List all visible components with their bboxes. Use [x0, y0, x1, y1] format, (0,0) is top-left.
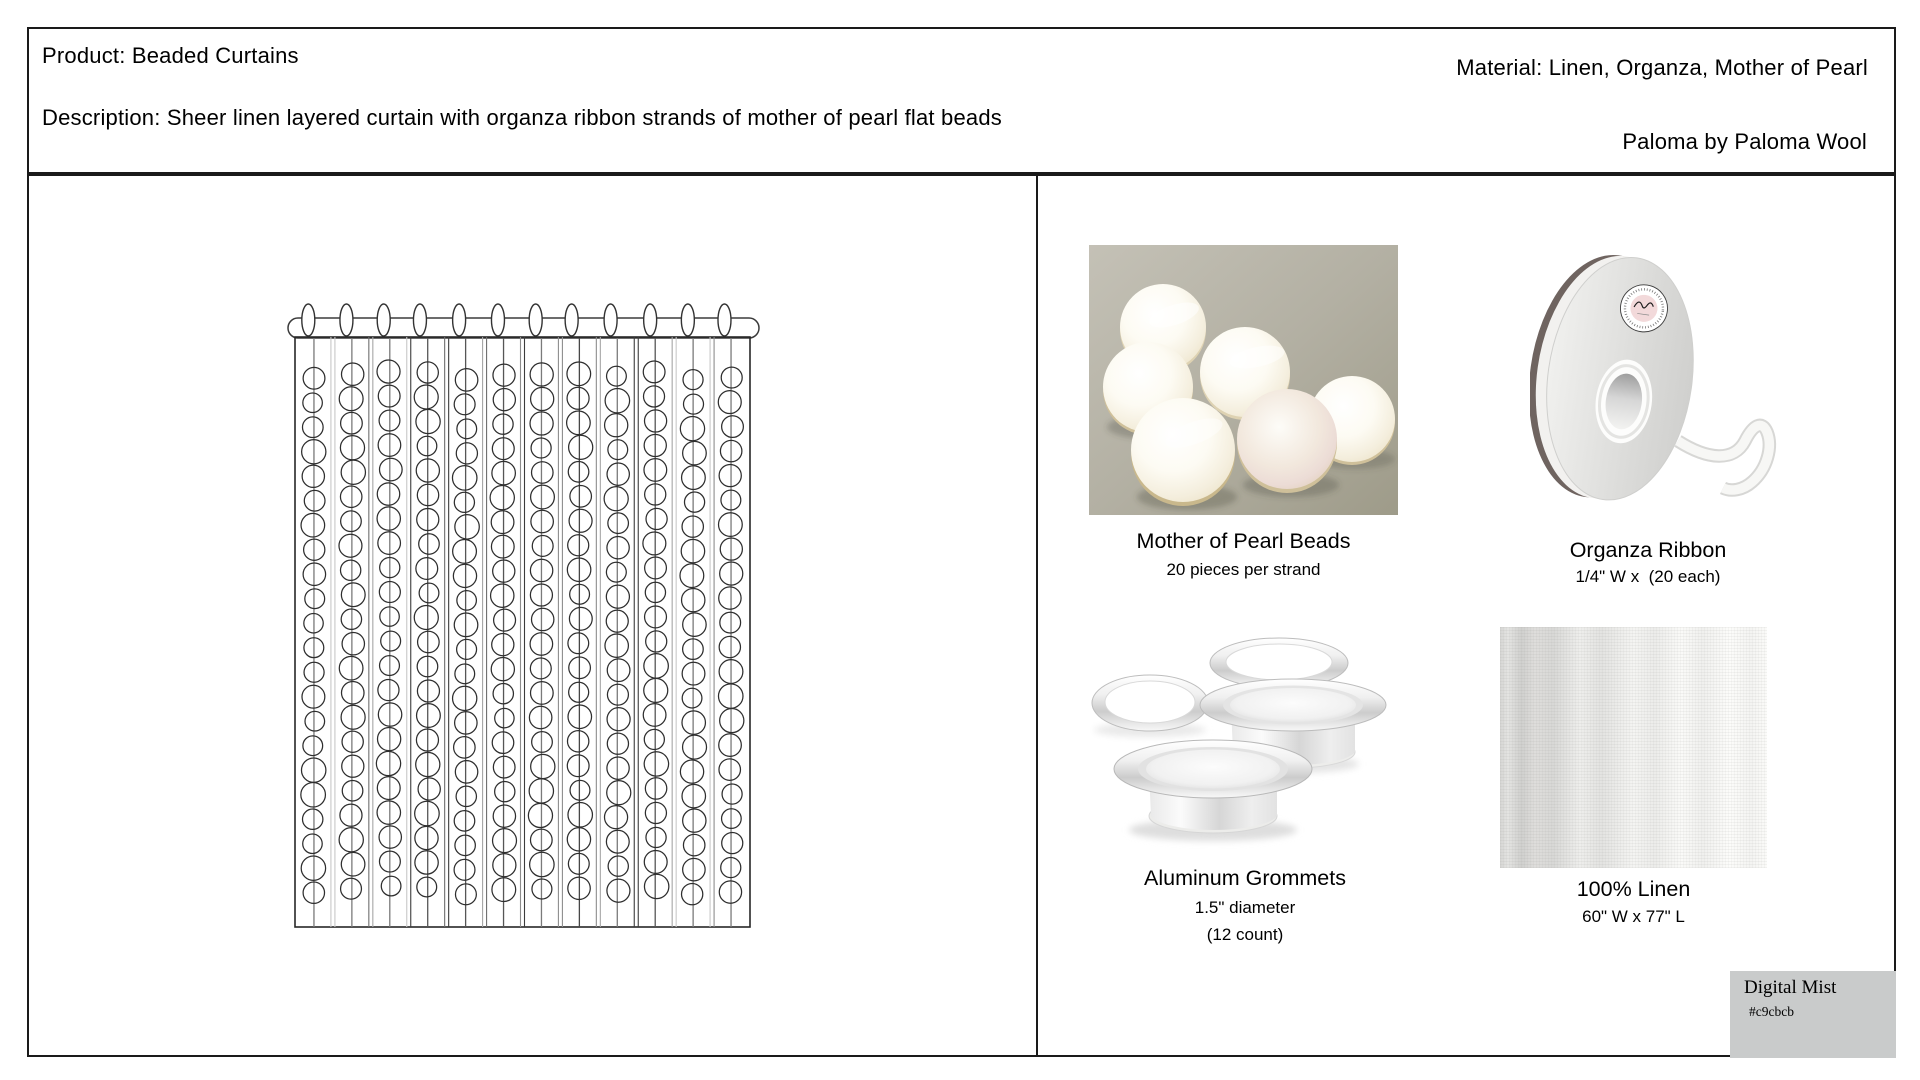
grommets-spec-diameter: 1.5" diameter: [1194, 898, 1296, 917]
spec-body: [29, 176, 1894, 1055]
organza-ribbon-photo: [1530, 248, 1790, 508]
spec-sheet-frame: [27, 27, 1896, 1057]
brand-name: Paloma by Paloma Wool: [1622, 129, 1867, 154]
linen-caption: 100% Linen: [1576, 877, 1691, 901]
product-description: Description: Sheer linen layered curtain with organza ribbon strands of mother of pearl flat beads: [42, 105, 1003, 130]
swatch-hex-code: #c9cbcb: [1749, 1004, 1794, 1019]
product-title: Product: Beaded Curtains: [42, 43, 299, 68]
ribbon-spec: 1/4" W x (20 each): [1575, 567, 1721, 586]
spec-header: [29, 29, 1894, 176]
linen-fabric-photo: [1500, 627, 1767, 868]
beaded-curtain-technical-drawing: [29, 176, 1036, 1055]
technical-drawing-panel: [29, 176, 1036, 1055]
beads-spec: 20 pieces per strand: [1166, 560, 1321, 579]
material-list: Material: Linen, Organza, Mother of Pearl: [1456, 55, 1868, 80]
color-swatch: [1730, 971, 1896, 1058]
aluminum-grommets-photo: [1090, 634, 1400, 852]
grommets-caption: Aluminum Grommets: [1144, 866, 1346, 890]
grommets-spec-count: (12 count): [1206, 925, 1284, 944]
linen-weave-texture: [1500, 627, 1767, 868]
materials-panel: [1036, 176, 1894, 1055]
linen-spec: 60" W x 77" L: [1582, 907, 1685, 926]
mother-of-pearl-beads-photo: [1089, 245, 1398, 515]
swatch-color-name: Digital Mist: [1744, 977, 1837, 998]
ribbon-caption: Organza Ribbon: [1569, 538, 1727, 562]
beads-caption: Mother of Pearl Beads: [1136, 529, 1351, 553]
